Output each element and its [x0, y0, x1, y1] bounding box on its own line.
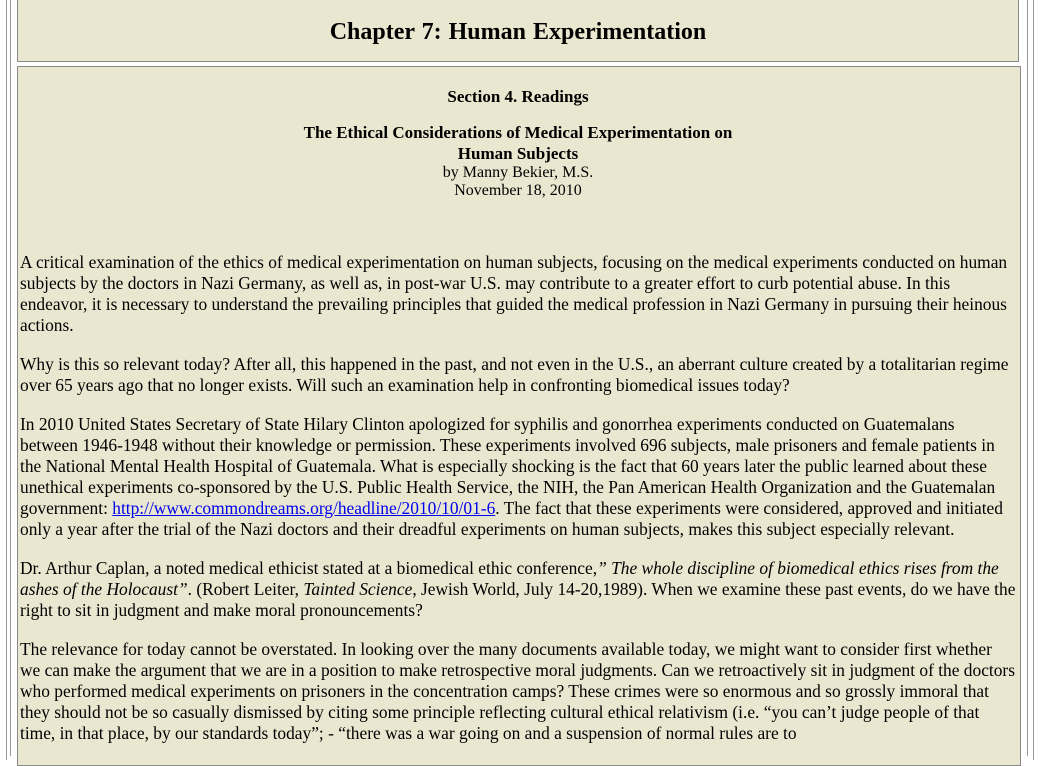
citation-text: . (Robert Leiter,	[187, 579, 304, 599]
frame-border-left	[10, 0, 11, 756]
paragraph-relevance: Why is this so relevant today? After all, this happened in the past, and not even in the U.S., an aberrant culture created by a totalitarian regime over 65 years ago that no longer exists. Will such an examination help in confronting biomedical issues today?	[20, 354, 1009, 395]
chapter-title: Chapter 7: Human Experimentation	[329, 19, 707, 45]
commondreams-link[interactable]: http://www.commondreams.org/headline/2010/10/01-6	[112, 498, 496, 518]
article-title-line-2: Human Subjects	[457, 144, 579, 163]
paragraph-caplan	[20, 558, 1016, 621]
article-title	[20, 122, 1016, 164]
book-title: Tainted Science	[303, 579, 413, 599]
paragraph-intro: A critical examination of the ethics of medical experimentation on human subjects, focusing on the medical experiments conducted on human subjects by the doctors in Nazi Germany, as well as, in post-war U.S. may contribute to a greater effort to curb potential abuse. In this endeavor, it is necessary to understand the prevailing principles that guided the medical profession in Nazi Germany in pursuing their heinous actions.	[20, 252, 1008, 335]
spacer	[20, 200, 1016, 252]
chapter-header	[17, 0, 1019, 62]
caplan-quote: ” The whole discipline of biomedical ethics rises from the ashes of the Holocaust”	[20, 558, 999, 599]
paragraph-caplan-text: Dr. Arthur Caplan, a noted medical ethicist stated at a biomedical ethic conference,	[20, 558, 598, 578]
article-author: by Manny Bekier, M.S.	[442, 164, 594, 181]
section-title: Section 4. Readings	[447, 87, 589, 106]
paragraph-guatemala	[20, 414, 1016, 540]
article-title-line-1: The Ethical Considerations of Medical Experimentation on	[303, 123, 733, 142]
paragraph-caplan-text-end: , Jewish World, July 14-20,1989). When we examine these past events, do we have the right to sit in judgment and make moral pronouncements?	[20, 579, 1016, 620]
paragraph-guatemala-text-end: . The fact that these experiments were considered, approved and initiated only a year after the trial of the Nazi doctors and their dreadful experiments on human subjects, makes this subject especially relevant.	[20, 498, 1003, 539]
article-date: November 18, 2010	[454, 182, 582, 199]
content-panel	[17, 66, 1021, 766]
paragraph-guatemala-text: In 2010 United States Secretary of State Hilary Clinton apologized for syphilis and gonorrhea experiments conducted on Guatemalans between 1946-1948 without their knowledge or permission. These experiments involved 696 subjects, male prisoners and female patients in the National Mental Health Hospital of Guatemala. What is especially shocking is the fact that 60 years later the public learned about these unethical experiments co-sponsored by the U.S. Public Health Service, the NIH, the Pan American Health Organization and the Guatemalan government:	[20, 414, 996, 518]
article-body	[20, 67, 1016, 762]
frame-border-right	[1027, 0, 1028, 756]
paragraph-judgment: The relevance for today cannot be overstated. In looking over the many documents available today, we might want to consider first whether we can make the argument that we are in a position to make retrospective moral judgments. Can we retroactively sit in judgment of the doctors who performed medical experiments on prisoners in the concentration camps? These crimes were so enormous and so grossly immoral that they should not be so casually dismissed by citing some principle reflecting cultural ethical relativism (i.e. “you can’t judge people of that time, in that place, by our standards today”; - “there was a war going on and a suspension of normal rules are to	[20, 639, 1015, 743]
